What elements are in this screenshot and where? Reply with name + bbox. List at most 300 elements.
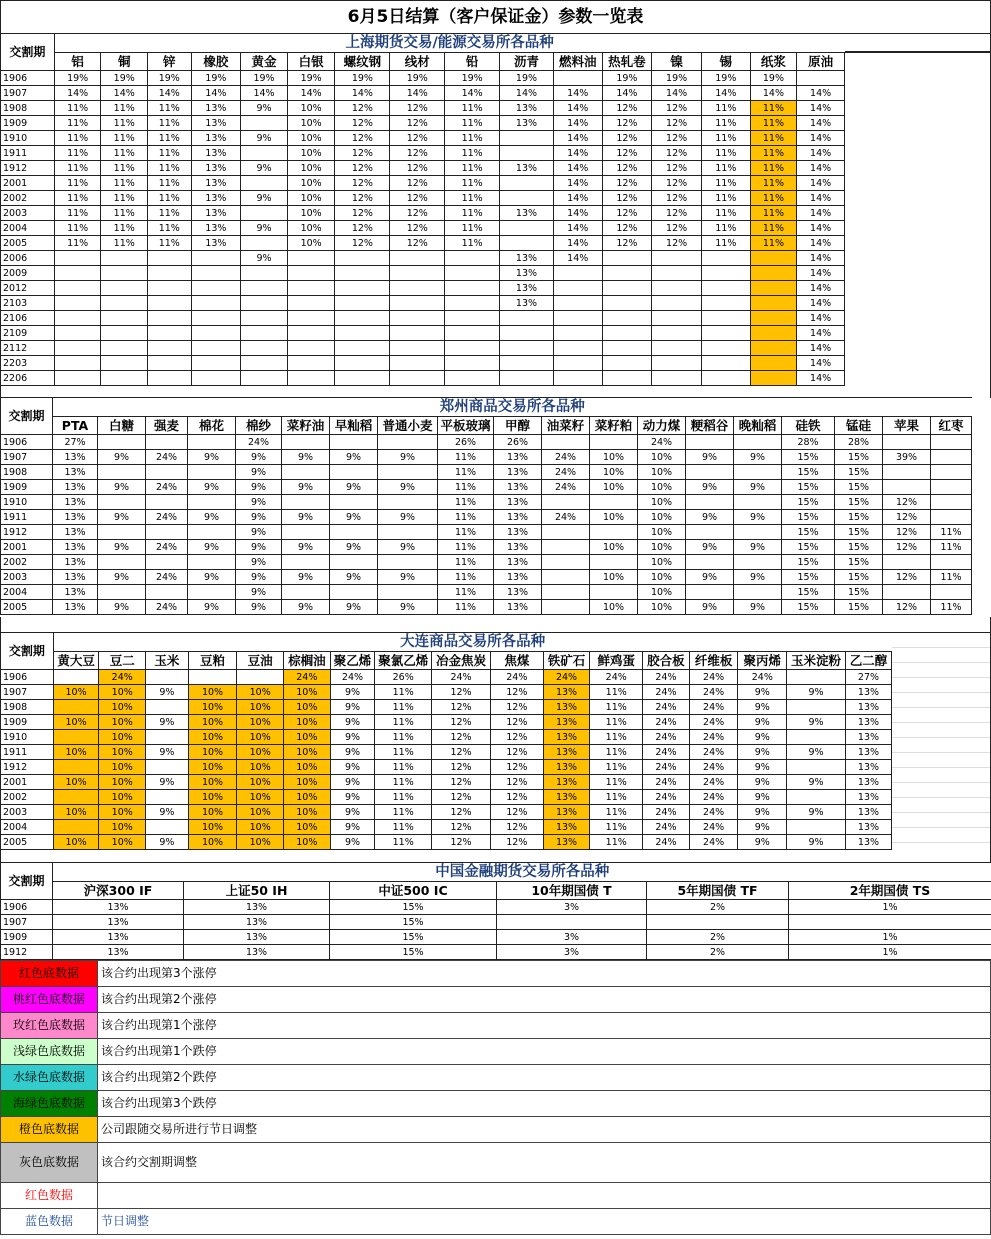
margin-cell: 10%: [188, 835, 237, 850]
margin-cell: [750, 281, 797, 296]
margin-cell: 14%: [797, 101, 845, 116]
margin-cell: [701, 326, 750, 341]
margin-cell: 15%: [782, 495, 835, 510]
table-row: [1, 900, 991, 915]
margin-cell: 12%: [652, 191, 702, 206]
margin-cell: [652, 356, 702, 371]
margin-cell: 11%: [54, 146, 101, 161]
margin-cell: 10%: [188, 820, 237, 835]
margin-cell: 12%: [432, 715, 491, 730]
margin-cell: 11%: [445, 116, 500, 131]
margin-cell: 15%: [782, 465, 835, 480]
product-header: 锰硅: [835, 417, 883, 435]
margin-cell: 15%: [835, 600, 883, 615]
margin-cell: 12%: [390, 191, 445, 206]
margin-cell: 10%: [99, 700, 146, 715]
margin-cell: [500, 311, 554, 326]
margin-cell: 11%: [701, 101, 750, 116]
margin-cell: 15%: [782, 510, 835, 525]
margin-cell: [335, 356, 390, 371]
margin-cell: 11%: [750, 221, 797, 236]
margin-cell: 26%: [375, 670, 432, 685]
margin-cell: 13%: [845, 775, 891, 790]
margin-cell: 12%: [883, 540, 931, 555]
margin-cell: [241, 296, 288, 311]
margin-cell: 27%: [845, 670, 891, 685]
margin-cell: [500, 236, 554, 251]
margin-cell: 11%: [445, 161, 500, 176]
margin-cell: 12%: [335, 206, 390, 221]
margin-cell: [282, 555, 330, 570]
margin-cell: [101, 281, 148, 296]
margin-cell: 11%: [750, 161, 797, 176]
period-cell: 1909: [1, 715, 54, 730]
margin-cell: [500, 356, 554, 371]
table-row: [1, 101, 845, 116]
margin-cell: 11%: [590, 700, 643, 715]
table-row: [1, 555, 972, 570]
table-row: [1, 450, 972, 465]
margin-cell: 14%: [54, 86, 101, 101]
shfe-table: [0, 33, 845, 386]
margin-cell: [330, 585, 378, 600]
period-cell: 1912: [1, 945, 53, 960]
margin-cell: 19%: [390, 71, 445, 86]
margin-cell: 28%: [835, 435, 883, 450]
margin-cell: [445, 356, 500, 371]
margin-cell: 10%: [237, 745, 284, 760]
table-row: [1, 715, 892, 730]
period-cell: 1907: [1, 915, 53, 930]
margin-cell: 14%: [797, 266, 845, 281]
margin-cell: 24%: [689, 775, 738, 790]
margin-cell: 13%: [53, 930, 184, 945]
product-header: 动力煤: [638, 417, 686, 435]
margin-cell: [146, 555, 188, 570]
margin-cell: 13%: [184, 945, 330, 960]
period-cell: 2203: [1, 356, 55, 371]
margin-cell: 9%: [378, 450, 438, 465]
table-row: [1, 495, 972, 510]
margin-cell: 12%: [652, 161, 702, 176]
margin-cell: 11%: [54, 221, 101, 236]
margin-cell: [602, 356, 652, 371]
margin-cell: 11%: [750, 176, 797, 191]
margin-cell: [390, 266, 445, 281]
product-header: 沥青: [500, 53, 554, 71]
margin-cell: 14%: [553, 176, 602, 191]
margin-cell: 11%: [750, 116, 797, 131]
margin-cell: 11%: [445, 191, 500, 206]
margin-cell: 14%: [701, 86, 750, 101]
margin-cell: 14%: [553, 131, 602, 146]
margin-cell: [883, 585, 931, 600]
margin-cell: 12%: [335, 161, 390, 176]
table-row: [1, 745, 892, 760]
table-row: [1, 236, 845, 251]
margin-cell: [98, 525, 146, 540]
margin-cell: 9%: [188, 450, 236, 465]
period-cell: 2001: [1, 176, 55, 191]
margin-cell: [101, 356, 148, 371]
margin-cell: 28%: [782, 435, 835, 450]
margin-cell: 12%: [490, 730, 543, 745]
margin-cell: 14%: [241, 86, 288, 101]
margin-cell: 12%: [652, 146, 702, 161]
product-header: 白银: [287, 53, 335, 71]
margin-cell: [883, 480, 931, 495]
margin-cell: [98, 465, 146, 480]
margin-cell: [146, 730, 189, 745]
margin-cell: [390, 281, 445, 296]
margin-cell: [553, 341, 602, 356]
margin-cell: 9%: [734, 510, 782, 525]
product-header: 豆油: [237, 652, 284, 670]
period-cell: 1906: [1, 71, 55, 86]
margin-cell: 12%: [432, 730, 491, 745]
section-gap: [0, 617, 991, 633]
margin-cell: 11%: [375, 685, 432, 700]
margin-cell: 13%: [191, 221, 241, 236]
margin-cell: 26%: [438, 435, 494, 450]
period-cell: 1906: [1, 670, 54, 685]
margin-cell: 24%: [236, 435, 282, 450]
margin-cell: 19%: [500, 71, 554, 86]
margin-cell: 10%: [237, 835, 284, 850]
margin-cell: [734, 465, 782, 480]
margin-cell: [787, 820, 846, 835]
margin-cell: 11%: [148, 131, 191, 146]
margin-cell: 9%: [738, 760, 787, 775]
margin-cell: [282, 435, 330, 450]
period-cell: 2002: [1, 790, 54, 805]
margin-cell: 11%: [590, 820, 643, 835]
table-row: [1, 131, 845, 146]
period-cell: 2002: [1, 555, 53, 570]
margin-cell: [701, 281, 750, 296]
period-cell: 1908: [1, 465, 53, 480]
margin-cell: [335, 296, 390, 311]
period-cell: 2003: [1, 805, 54, 820]
margin-cell: 9%: [236, 450, 282, 465]
margin-cell: [789, 915, 991, 930]
margin-cell: 2%: [647, 930, 789, 945]
margin-cell: 1%: [789, 900, 991, 915]
margin-cell: [191, 266, 241, 281]
margin-cell: 10%: [284, 805, 331, 820]
table-row: [1, 915, 991, 930]
margin-cell: [148, 251, 191, 266]
margin-cell: 9%: [98, 540, 146, 555]
margin-cell: 11%: [148, 221, 191, 236]
margin-cell: 10%: [53, 805, 99, 820]
margin-cell: 9%: [787, 715, 846, 730]
margin-cell: 12%: [490, 835, 543, 850]
margin-cell: 13%: [191, 101, 241, 116]
period-cell: 2106: [1, 311, 55, 326]
margin-cell: 9%: [738, 835, 787, 850]
margin-cell: 11%: [590, 760, 643, 775]
margin-cell: 11%: [101, 161, 148, 176]
margin-cell: [241, 146, 288, 161]
margin-cell: 12%: [602, 131, 652, 146]
margin-cell: 11%: [931, 525, 972, 540]
margin-cell: [53, 730, 99, 745]
margin-cell: 9%: [98, 480, 146, 495]
margin-cell: 15%: [330, 945, 497, 960]
margin-cell: 10%: [99, 760, 146, 775]
margin-cell: 19%: [602, 71, 652, 86]
margin-cell: [146, 435, 188, 450]
dce-section: [0, 632, 892, 850]
margin-cell: 10%: [638, 480, 686, 495]
margin-cell: 24%: [643, 790, 690, 805]
margin-cell: 10%: [590, 465, 638, 480]
margin-cell: 11%: [701, 206, 750, 221]
product-header: 棕榈油: [284, 652, 331, 670]
margin-cell: 13%: [53, 540, 98, 555]
margin-cell: 9%: [686, 450, 734, 465]
product-header: 冶金焦炭: [432, 652, 491, 670]
margin-cell: 9%: [686, 510, 734, 525]
margin-cell: 9%: [330, 775, 375, 790]
margin-cell: 19%: [191, 71, 241, 86]
margin-cell: 13%: [543, 685, 590, 700]
margin-cell: [750, 251, 797, 266]
legend-swatch: 海绿色底数据: [1, 1091, 98, 1117]
margin-cell: 9%: [686, 540, 734, 555]
product-header: 10年期国债 T: [497, 882, 647, 900]
margin-cell: 10%: [188, 730, 237, 745]
margin-cell: 10%: [99, 805, 146, 820]
product-header: 铅: [445, 53, 500, 71]
margin-cell: 11%: [101, 146, 148, 161]
margin-cell: 24%: [146, 540, 188, 555]
margin-cell: 11%: [750, 146, 797, 161]
margin-cell: 13%: [845, 700, 891, 715]
product-header: 强麦: [146, 417, 188, 435]
margin-cell: 9%: [787, 835, 846, 850]
margin-cell: [542, 495, 590, 510]
margin-cell: [590, 585, 638, 600]
period-header: 交割期: [1, 34, 55, 71]
product-header: 热轧卷: [602, 53, 652, 71]
margin-cell: 12%: [335, 116, 390, 131]
margin-cell: [445, 266, 500, 281]
margin-cell: 10%: [284, 730, 331, 745]
margin-cell: [602, 326, 652, 341]
table-row: [1, 435, 972, 450]
margin-cell: [734, 435, 782, 450]
margin-cell: [787, 670, 846, 685]
period-cell: 1907: [1, 685, 54, 700]
cffex-section: [0, 862, 991, 960]
margin-cell: 9%: [236, 495, 282, 510]
margin-cell: [146, 465, 188, 480]
margin-cell: 10%: [237, 820, 284, 835]
margin-cell: 13%: [191, 131, 241, 146]
margin-cell: 10%: [638, 450, 686, 465]
margin-cell: 13%: [845, 730, 891, 745]
margin-cell: 12%: [390, 221, 445, 236]
margin-cell: 13%: [494, 525, 542, 540]
period-cell: 1909: [1, 930, 53, 945]
margin-cell: 9%: [236, 480, 282, 495]
table-row: [1, 191, 845, 206]
table-row: [1, 685, 892, 700]
period-cell: 2006: [1, 251, 55, 266]
margin-cell: 11%: [701, 221, 750, 236]
dce-table: [0, 632, 892, 850]
margin-cell: 10%: [287, 236, 335, 251]
margin-cell: 12%: [602, 176, 652, 191]
table-row: [1, 670, 892, 685]
margin-cell: 14%: [553, 221, 602, 236]
margin-cell: [146, 525, 188, 540]
margin-cell: 9%: [188, 600, 236, 615]
margin-cell: [287, 266, 335, 281]
margin-cell: 24%: [738, 670, 787, 685]
margin-cell: 11%: [54, 101, 101, 116]
margin-cell: 9%: [738, 820, 787, 835]
margin-cell: 11%: [701, 161, 750, 176]
margin-cell: [602, 281, 652, 296]
margin-cell: 11%: [54, 116, 101, 131]
margin-cell: 14%: [553, 86, 602, 101]
margin-cell: 9%: [330, 835, 375, 850]
product-header: 铝: [54, 53, 101, 71]
period-cell: 1910: [1, 495, 53, 510]
margin-cell: 9%: [98, 510, 146, 525]
margin-cell: 13%: [494, 480, 542, 495]
legend-swatch: 灰色底数据: [1, 1143, 98, 1183]
margin-cell: 13%: [543, 805, 590, 820]
margin-cell: 10%: [287, 191, 335, 206]
margin-cell: 9%: [236, 525, 282, 540]
margin-cell: 9%: [188, 570, 236, 585]
margin-cell: 10%: [53, 685, 99, 700]
margin-cell: [146, 585, 188, 600]
margin-cell: 13%: [845, 820, 891, 835]
margin-cell: 24%: [542, 450, 590, 465]
margin-cell: [54, 356, 101, 371]
legend-swatch: 桃红色底数据: [1, 987, 98, 1013]
margin-cell: [53, 760, 99, 775]
margin-cell: 14%: [445, 86, 500, 101]
margin-cell: 10%: [237, 700, 284, 715]
exchange-title: 中国金融期货交易所各品种: [53, 863, 991, 882]
margin-cell: 13%: [53, 495, 98, 510]
margin-cell: [188, 670, 237, 685]
margin-cell: 14%: [191, 86, 241, 101]
period-cell: 1910: [1, 730, 54, 745]
legend-row: [1, 1091, 991, 1117]
margin-cell: [553, 266, 602, 281]
margin-cell: [390, 341, 445, 356]
margin-cell: 24%: [590, 670, 643, 685]
margin-cell: 10%: [99, 745, 146, 760]
margin-cell: 24%: [643, 835, 690, 850]
margin-cell: 9%: [282, 510, 330, 525]
margin-cell: [686, 465, 734, 480]
margin-cell: [652, 281, 702, 296]
margin-cell: 14%: [553, 236, 602, 251]
margin-cell: 13%: [191, 146, 241, 161]
margin-cell: 15%: [782, 570, 835, 585]
margin-cell: 13%: [845, 745, 891, 760]
product-header: 晚籼稻: [734, 417, 782, 435]
margin-cell: 11%: [54, 206, 101, 221]
margin-cell: 24%: [542, 465, 590, 480]
margin-cell: 11%: [438, 480, 494, 495]
margin-cell: 10%: [638, 585, 686, 600]
margin-cell: 12%: [432, 760, 491, 775]
margin-cell: 13%: [500, 251, 554, 266]
margin-cell: 12%: [490, 820, 543, 835]
margin-cell: 13%: [53, 450, 98, 465]
period-header: 交割期: [1, 398, 53, 435]
margin-cell: 11%: [148, 161, 191, 176]
margin-cell: 9%: [330, 715, 375, 730]
margin-cell: [237, 670, 284, 685]
margin-cell: 9%: [330, 790, 375, 805]
margin-cell: [542, 570, 590, 585]
period-cell: 2005: [1, 236, 55, 251]
margin-cell: [553, 356, 602, 371]
margin-cell: 11%: [148, 191, 191, 206]
margin-cell: 10%: [99, 730, 146, 745]
margin-cell: 14%: [797, 221, 845, 236]
margin-cell: 3%: [497, 930, 647, 945]
margin-cell: [191, 296, 241, 311]
exchange-title: 大连商品交易所各品种: [53, 633, 891, 652]
margin-cell: 14%: [797, 146, 845, 161]
margin-cell: [445, 281, 500, 296]
margin-cell: 10%: [188, 715, 237, 730]
margin-cell: 13%: [53, 585, 98, 600]
margin-cell: 13%: [53, 915, 184, 930]
margin-cell: 11%: [931, 570, 972, 585]
section-gap: [0, 847, 991, 863]
period-cell: 1906: [1, 435, 53, 450]
product-header: 豆二: [99, 652, 146, 670]
margin-cell: 12%: [883, 570, 931, 585]
margin-cell: 13%: [500, 281, 554, 296]
margin-cell: 11%: [438, 450, 494, 465]
period-cell: 1911: [1, 745, 54, 760]
margin-cell: [750, 326, 797, 341]
margin-cell: 10%: [590, 450, 638, 465]
margin-cell: 10%: [237, 685, 284, 700]
margin-cell: [686, 525, 734, 540]
margin-cell: 10%: [590, 570, 638, 585]
period-cell: 1909: [1, 480, 53, 495]
margin-cell: 12%: [390, 146, 445, 161]
margin-cell: 19%: [750, 71, 797, 86]
period-cell: 1912: [1, 760, 54, 775]
margin-cell: 9%: [378, 480, 438, 495]
margin-cell: 10%: [99, 685, 146, 700]
margin-cell: 14%: [797, 341, 845, 356]
margin-cell: [148, 326, 191, 341]
margin-cell: 10%: [287, 176, 335, 191]
margin-cell: 11%: [101, 191, 148, 206]
section-gap: [0, 382, 991, 398]
margin-cell: 14%: [797, 131, 845, 146]
legend-row: [1, 1143, 991, 1183]
legend-swatch: 浅绿色底数据: [1, 1039, 98, 1065]
margin-cell: 11%: [590, 805, 643, 820]
